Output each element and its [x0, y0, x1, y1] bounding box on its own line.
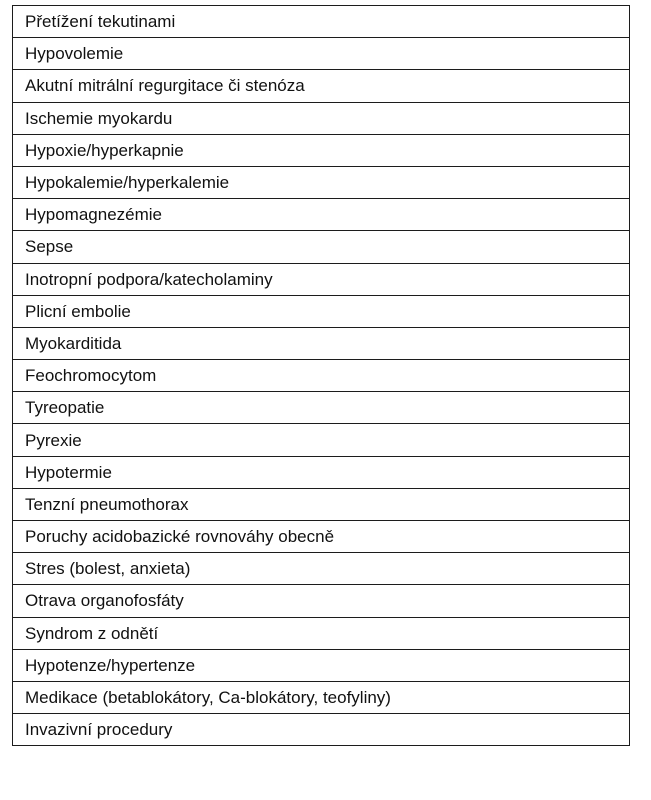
table-row	[13, 102, 630, 134]
table-row	[13, 617, 630, 649]
table-row	[13, 392, 630, 424]
causes-table	[12, 5, 630, 746]
table-row	[13, 585, 630, 617]
table-row	[13, 70, 630, 102]
table-row	[13, 521, 630, 553]
table-row	[13, 488, 630, 520]
table-cell: Hypotenze/hypertenze	[13, 649, 630, 681]
table-cell: Feochromocytom	[13, 360, 630, 392]
table-row	[13, 263, 630, 295]
table-cell: Přetížení tekutinami	[13, 6, 630, 38]
table-cell: Ischemie myokardu	[13, 102, 630, 134]
table-row	[13, 456, 630, 488]
table-cell: Otrava organofosfáty	[13, 585, 630, 617]
table-cell: Myokarditida	[13, 327, 630, 359]
table-cell: Akutní mitrální regurgitace či stenóza	[13, 70, 630, 102]
table-cell: Tyreopatie	[13, 392, 630, 424]
causes-table-body	[13, 6, 630, 746]
table-cell: Tenzní pneumothorax	[13, 488, 630, 520]
table-row	[13, 327, 630, 359]
table-cell: Poruchy acidobazické rovnováhy obecně	[13, 521, 630, 553]
table-row	[13, 714, 630, 746]
table-cell: Plicní embolie	[13, 295, 630, 327]
causes-table-container	[12, 5, 630, 746]
table-row	[13, 681, 630, 713]
table-cell: Syndrom z odnětí	[13, 617, 630, 649]
table-row	[13, 360, 630, 392]
table-cell: Hypomagnezémie	[13, 199, 630, 231]
table-cell: Invazivní procedury	[13, 714, 630, 746]
table-row	[13, 199, 630, 231]
table-cell: Stres (bolest, anxieta)	[13, 553, 630, 585]
table-row	[13, 38, 630, 70]
table-row	[13, 134, 630, 166]
table-row	[13, 649, 630, 681]
table-cell: Hypotermie	[13, 456, 630, 488]
table-row	[13, 231, 630, 263]
table-cell: Hypovolemie	[13, 38, 630, 70]
table-cell: Medikace (betablokátory, Ca-blokátory, teofyliny)	[13, 681, 630, 713]
table-cell: Inotropní podpora/katecholaminy	[13, 263, 630, 295]
table-cell: Pyrexie	[13, 424, 630, 456]
table-cell: Sepse	[13, 231, 630, 263]
table-row	[13, 166, 630, 198]
table-row	[13, 553, 630, 585]
table-cell: Hypokalemie/hyperkalemie	[13, 166, 630, 198]
table-row	[13, 295, 630, 327]
table-row	[13, 424, 630, 456]
table-row	[13, 6, 630, 38]
table-cell: Hypoxie/hyperkapnie	[13, 134, 630, 166]
